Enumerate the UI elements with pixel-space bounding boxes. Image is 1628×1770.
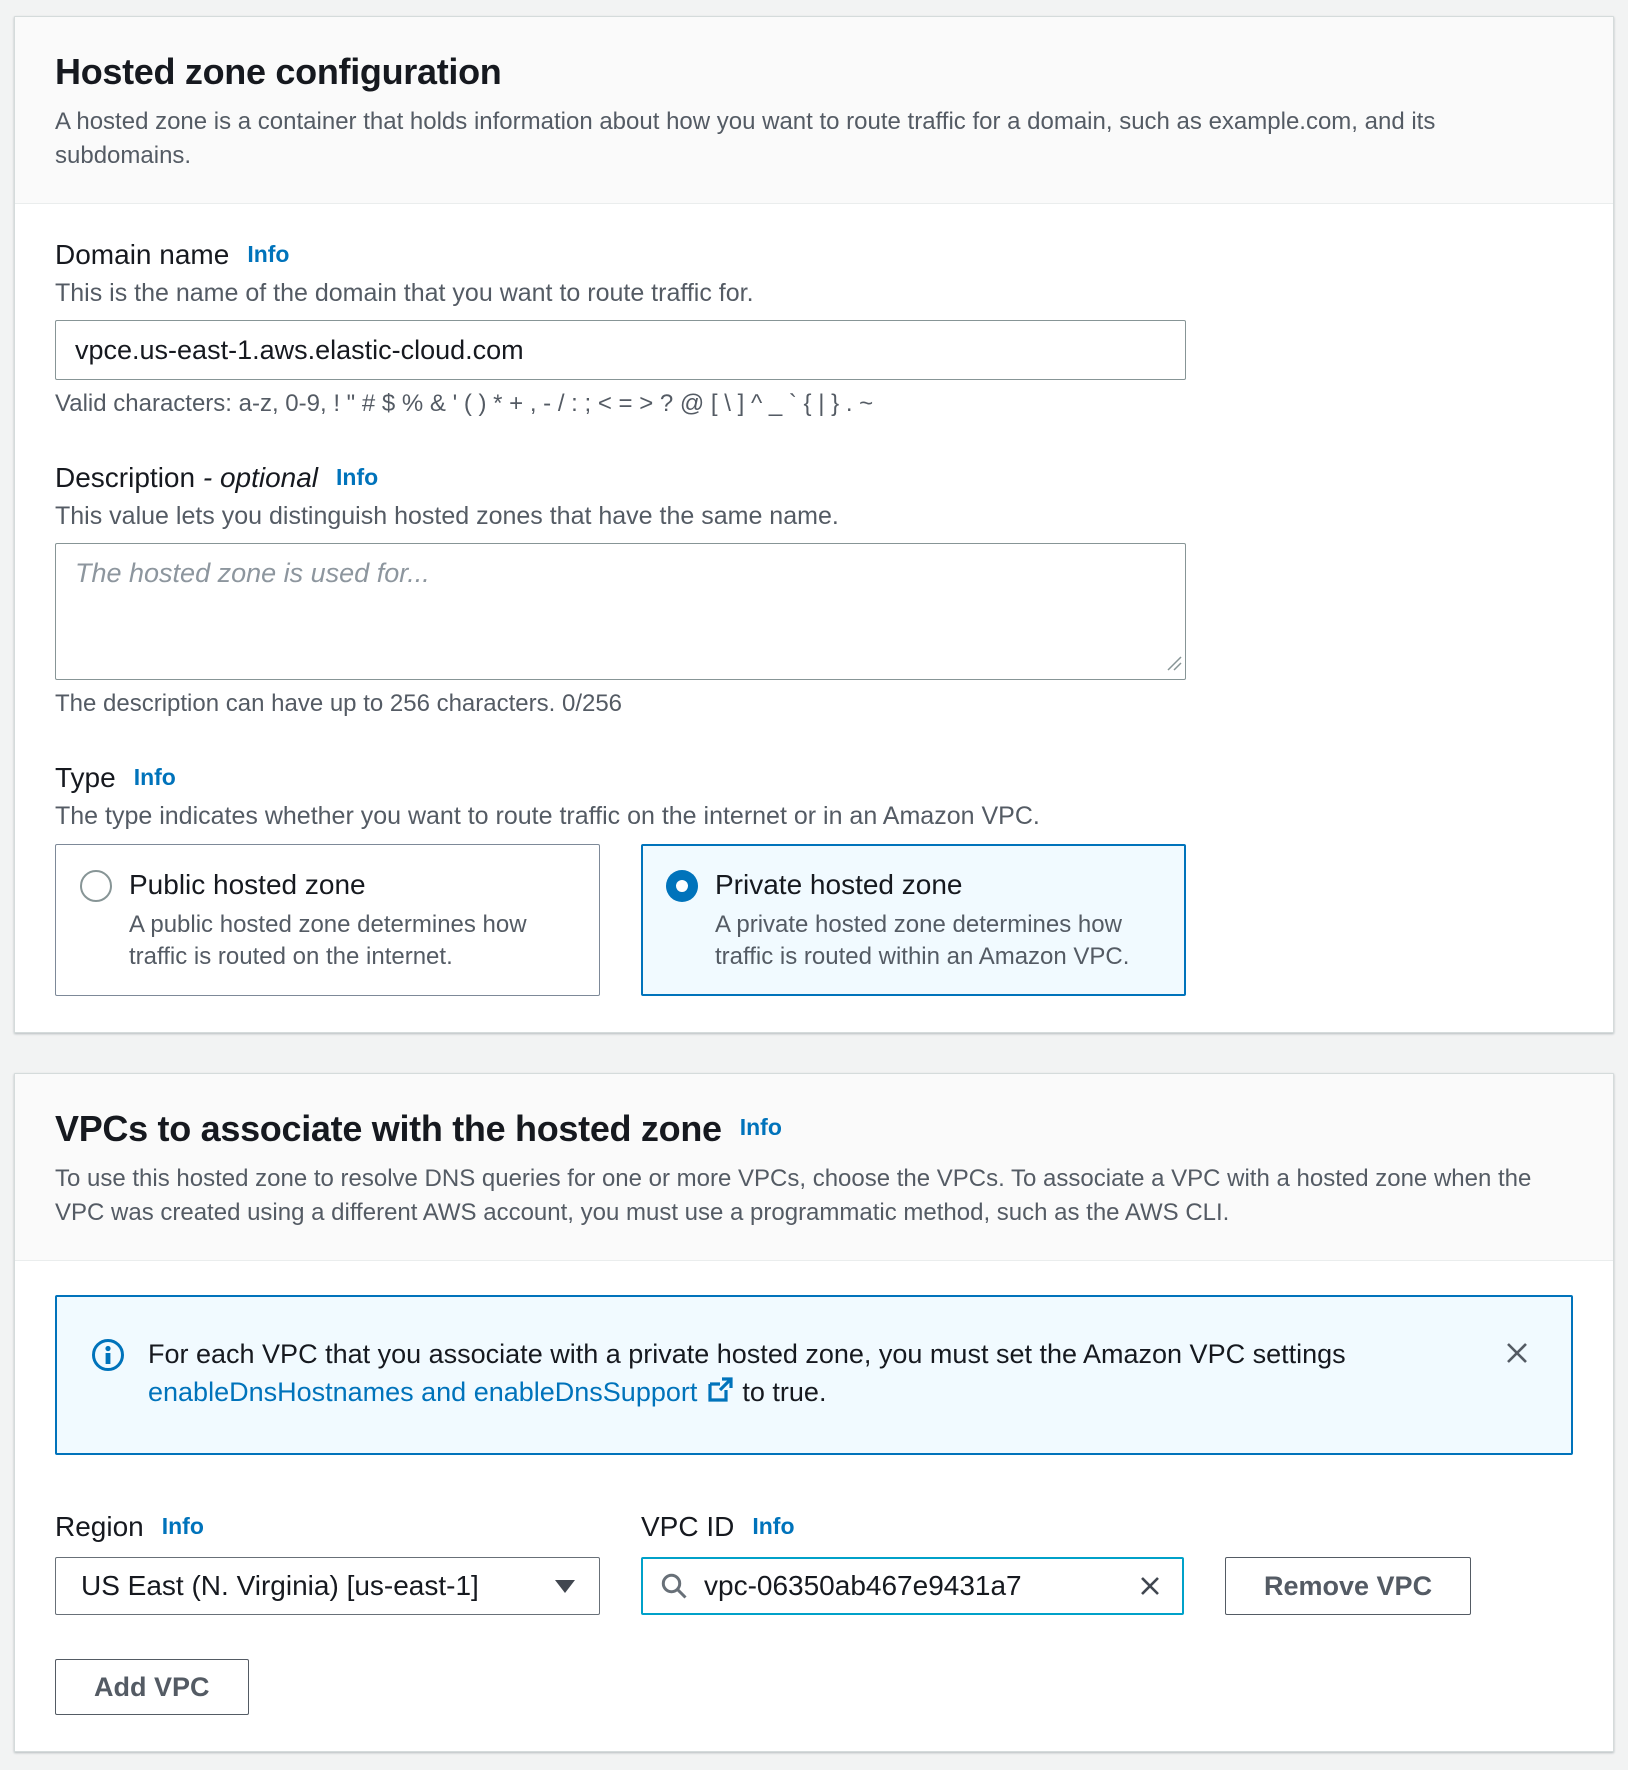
description-textarea-wrap xyxy=(55,543,1186,680)
alert-message xyxy=(148,1335,1448,1415)
tile-private-title: Private hosted zone xyxy=(715,869,963,900)
tile-private-hosted-zone[interactable] xyxy=(641,844,1186,996)
type-tiles xyxy=(55,844,1573,996)
hosted-zone-card-description: A hosted zone is a container that holds information about how you want to route traffic for a domain, such as example.com, and its subdomains. xyxy=(55,108,1436,169)
type-field xyxy=(55,761,1573,996)
remove-column xyxy=(1225,1510,1471,1615)
alert-dns-settings-link[interactable]: enableDnsHostnames and enableDnsSupport xyxy=(148,1377,698,1407)
domain-name-label: Domain name xyxy=(55,239,230,270)
search-icon xyxy=(659,1571,689,1601)
tile-public-text xyxy=(129,868,559,973)
vpc-settings-alert xyxy=(55,1295,1573,1455)
alert-close-icon[interactable] xyxy=(1499,1335,1535,1374)
tile-public-description: A public hosted zone determines how traffic is routed on the internet. xyxy=(129,911,527,970)
domain-name-input[interactable] xyxy=(55,320,1186,380)
vpc-id-input[interactable] xyxy=(704,1570,1121,1602)
vpc-id-label: VPC ID xyxy=(641,1511,735,1542)
description-label: Description - optional xyxy=(55,462,319,493)
external-link-icon[interactable] xyxy=(705,1375,735,1415)
description-field xyxy=(55,461,1573,719)
hosted-zone-card-header xyxy=(15,17,1613,204)
hosted-zone-card-title: Hosted zone configuration xyxy=(55,51,502,92)
vpc-id-info-link[interactable]: Info xyxy=(752,1513,795,1539)
public-hosted-zone-radio[interactable] xyxy=(80,870,112,902)
resize-grip-icon[interactable] xyxy=(1164,653,1182,676)
hosted-zone-card-body xyxy=(15,204,1613,1032)
type-helper: The type indicates whether you want to route traffic on the internet or in an Amazon VPC. xyxy=(55,802,1040,830)
tile-private-description: A private hosted zone determines how traffic is routed within an Amazon VPC. xyxy=(715,911,1130,970)
type-label: Type xyxy=(55,762,116,793)
description-constraint: The description can have up to 256 characters. 0/256 xyxy=(55,690,623,717)
vpc-association-row xyxy=(55,1510,1573,1615)
remove-vpc-button[interactable]: Remove VPC xyxy=(1225,1557,1471,1615)
description-optional-suffix: - optional xyxy=(202,462,319,493)
radio-dot xyxy=(676,880,688,892)
description-textarea[interactable] xyxy=(55,543,1186,680)
tile-public-hosted-zone[interactable] xyxy=(55,844,600,996)
vpc-card-title: VPCs to associate with the hosted zone xyxy=(55,1108,722,1149)
description-info-link[interactable]: Info xyxy=(336,464,379,490)
vpc-card-info-link[interactable]: Info xyxy=(739,1114,782,1140)
domain-name-info-link[interactable]: Info xyxy=(247,241,290,267)
vpc-card-description: To use this hosted zone to resolve DNS queries for one or more VPCs, choose the VPCs. To associate a VPC with a hosted zone when the VPC was created using a different AWS account, you must use a programmatic method, such as the AWS CLI. xyxy=(55,1165,1532,1226)
domain-name-field xyxy=(55,238,1573,419)
vpcs-to-associate-card xyxy=(14,1073,1614,1752)
domain-name-helper: This is the name of the domain that you want to route traffic for. xyxy=(55,279,754,307)
info-circle-icon xyxy=(91,1338,125,1377)
caret-down-icon xyxy=(553,1578,577,1594)
vpc-id-column xyxy=(641,1510,1184,1615)
region-label: Region xyxy=(55,1511,144,1542)
region-column xyxy=(55,1510,600,1615)
region-select-value: US East (N. Virginia) [us-east-1] xyxy=(81,1570,479,1601)
region-select[interactable] xyxy=(55,1557,600,1615)
vpc-card-body xyxy=(15,1261,1613,1751)
description-helper: This value lets you distinguish hosted zones that have the same name. xyxy=(55,502,839,530)
type-info-link[interactable]: Info xyxy=(133,764,176,790)
tile-private-text xyxy=(715,868,1145,973)
alert-text-before-link: For each VPC that you associate with a private hosted zone, you must set the Amazon VPC settings xyxy=(148,1339,1346,1369)
domain-name-constraint: Valid characters: a-z, 0-9, ! " # $ % & ' ( ) * + , - / : ; < = > ? @ [ \ ] ^ _ ` { | } . ~ xyxy=(55,390,874,417)
region-info-link[interactable]: Info xyxy=(161,1513,204,1539)
add-vpc-button[interactable]: Add VPC xyxy=(55,1659,249,1715)
vpc-card-header xyxy=(15,1074,1613,1261)
private-hosted-zone-radio[interactable] xyxy=(666,870,698,902)
vpc-id-search-field[interactable] xyxy=(641,1557,1184,1615)
tile-public-title: Public hosted zone xyxy=(129,869,366,900)
hosted-zone-configuration-card xyxy=(14,16,1614,1033)
clear-icon[interactable] xyxy=(1136,1572,1164,1600)
alert-text-after-link: to true. xyxy=(742,1377,827,1407)
